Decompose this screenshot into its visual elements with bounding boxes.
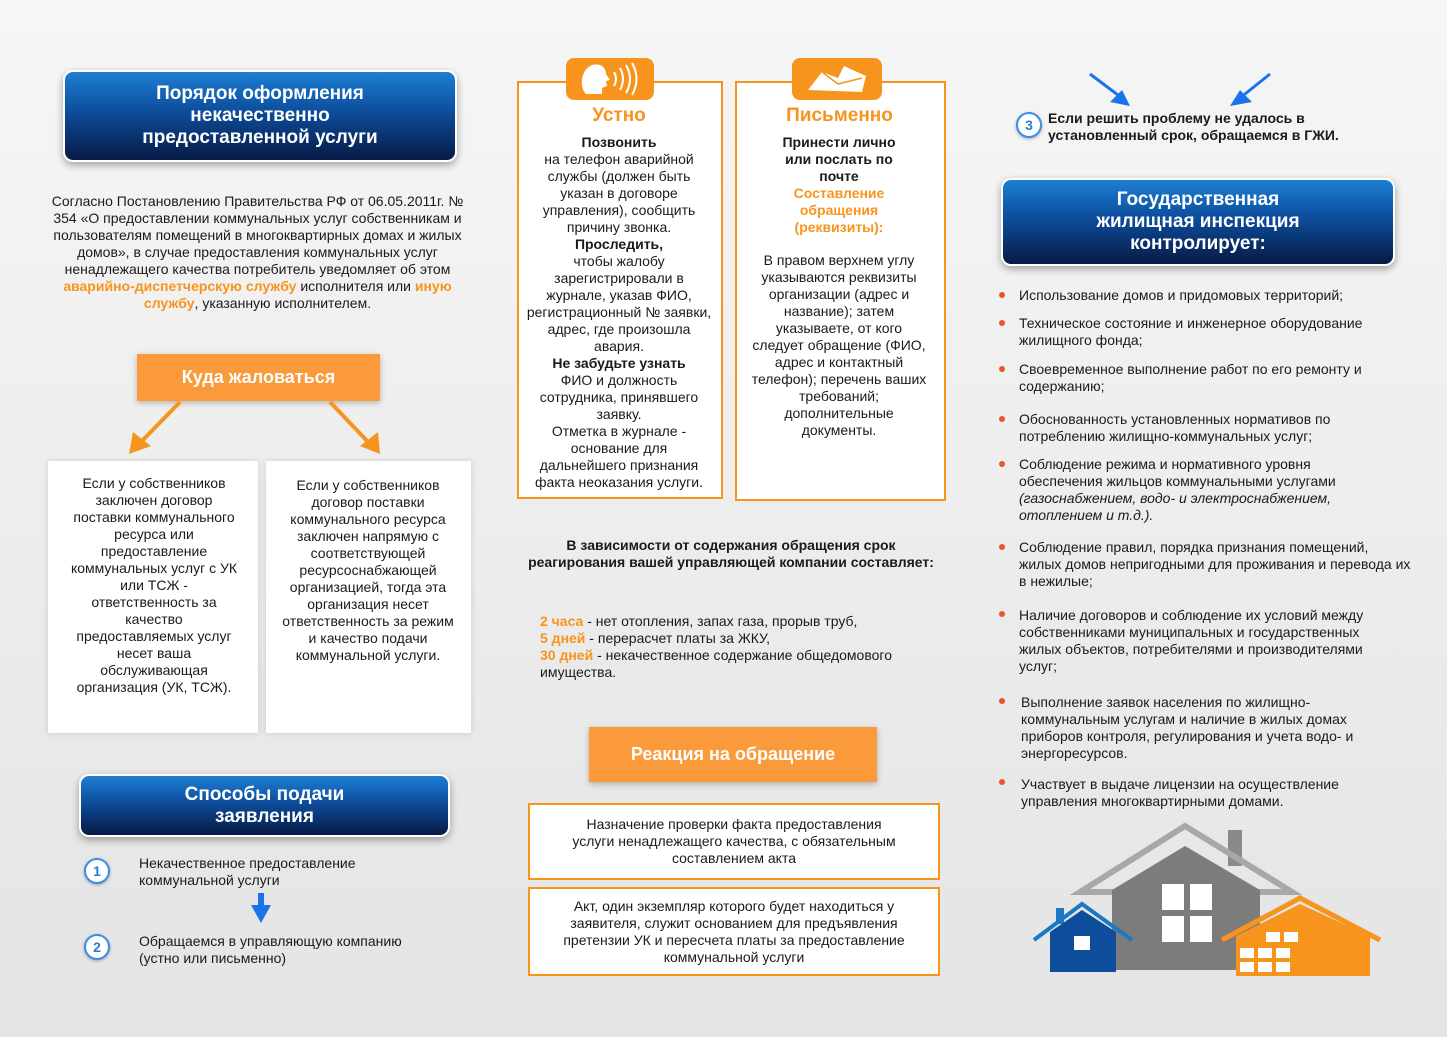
step-3-text: Если решить проблему не удалось в установленный срок, обращаемся в ГЖИ. [1048, 110, 1339, 143]
inspection-item-1: Использование домов и придомовых территорий; [1019, 287, 1344, 303]
oral-text [526, 134, 712, 491]
deadline-item-2 [540, 630, 940, 647]
step-1-number: 1 [93, 863, 101, 879]
step-2-number: 2 [93, 939, 101, 955]
inspection-item-7: Наличие договоров и соблюдение их условий между собственниками муниципальных и государственных жилых объектов, потребителями и производителями услуг; [1019, 607, 1364, 674]
arrow-to-step3-left-icon [1086, 70, 1136, 110]
bullet-6 [999, 544, 1005, 550]
speaking-head-icon [566, 58, 654, 100]
bullet-7 [999, 611, 1005, 617]
intro-text [45, 193, 470, 312]
inspection-header-title: Государственная жилищная инспекция контролирует: [1096, 189, 1300, 254]
reaction-box-1 [528, 803, 940, 880]
reaction-box-1-text: Назначение проверки факта предоставления услуги ненадлежащего качества, с обязательным составлением акта [572, 816, 896, 866]
step-2-text: Обращаемся в управляющую компанию (устно или письменно) [139, 933, 402, 966]
order-header-title: Порядок оформления некачественно предоставленной услуги [142, 83, 378, 148]
responsibility-box-direct-text: Если у собственников договор поставки коммунального ресурса заключен напрямую с соответствующей ресурсоснабжающей организацией, тогда эта организация несет ответственность за режим и качество подачи коммунальной услуги. [282, 477, 454, 663]
reaction-header [589, 727, 877, 782]
deadline-text-1: - нет отопления, запах газа, прорыв труб, [583, 613, 858, 629]
reaction-header-title: Реакция на обращение [630, 744, 836, 764]
deadline-item-1 [540, 613, 940, 630]
written-compose-highlight: Составление обращения (реквизиты): [793, 185, 885, 235]
oral-remember-text: ФИО и должность сотрудника, принявшего заявку. [539, 372, 699, 422]
bullet-8 [999, 698, 1005, 704]
step-3-number: 3 [1025, 117, 1033, 133]
oral-title: Устно [592, 105, 646, 126]
reaction-box-2 [528, 887, 940, 976]
bullet-3 [999, 366, 1005, 372]
written-bring-bold: Принести лично или послать по почте [782, 134, 896, 184]
step-1-text: Некачественное предоставление коммунальной услуги [139, 855, 356, 888]
written-text [745, 134, 933, 439]
inspection-item-2: Техническое состояние и инженерное оборудование жилищного фонда; [1019, 315, 1363, 348]
bullet-5 [999, 461, 1005, 467]
responsibility-box-uk [48, 461, 258, 733]
oral-journal-text: Отметка в журнале - основание для дальнейшего признания факта неоказания услуги. [535, 423, 703, 490]
bullet-4 [999, 416, 1005, 422]
step-2-badge [84, 934, 110, 960]
intro-highlight-other: иную службу [143, 278, 452, 311]
oral-track-bold: Проследить, [574, 236, 664, 252]
inspection-item-5-italic: (газоснабжением, водо- и электроснабжением, отоплением и т.д.). [1019, 490, 1332, 523]
intro-part2: исполнителя или [296, 278, 415, 294]
oral-track-text: чтобы жалобу зарегистрировали в журнале, указав ФИО, регистрационный № заявки, адрес, где произошла авария. [526, 253, 712, 354]
where-header-title: Куда жаловаться [181, 367, 336, 387]
bullet-2 [999, 320, 1005, 326]
written-details-text: В правом верхнем углу указываются реквизиты организации (адрес и название); затем указываете, от кого следует обращение (ФИО, адрес и контактный телефон); перечень ваших требований; дополнительные документы. [751, 252, 927, 438]
deadline-term-3: 30 дней [540, 647, 594, 663]
oral-call-bold: Позвонить [581, 134, 657, 150]
bullet-1 [999, 292, 1005, 298]
inspection-item-5 [1019, 456, 1394, 524]
inspection-item-6: Соблюдение правил, порядка признания помещений, жилых домов непригодными для проживания и перевода их в нежилые; [1019, 539, 1411, 589]
responsibility-box-direct [266, 461, 471, 733]
arrow-down-icon [249, 893, 273, 925]
deadline-text-2: - перерасчет платы за ЖКУ, [585, 630, 770, 646]
reaction-box-2-text: Акт, один экземпляр которого будет находиться у заявителя, служит основанием для предъявления претензии УК и пересчета платы за предоставление коммунальной услуги [563, 897, 905, 965]
arrow-to-step3-right-icon [1226, 70, 1276, 110]
inspection-item-8: Выполнение заявок населения по жилищно-коммунальным услугам и наличие в жилых домах приборов контроля, регулирования и учета водо- и энергоресурсов. [1021, 694, 1354, 761]
oral-call-text: на телефон аварийной службы (должен быть указан в договоре управления), сообщить причину звонка. [542, 151, 696, 235]
intro-highlight-emergency: аварийно-диспетчерскую службу [63, 278, 297, 294]
where-header [137, 354, 380, 401]
step-1-badge [84, 858, 110, 884]
arrow-left-icon [125, 398, 190, 458]
written-title: Письменно [786, 105, 893, 126]
envelope-icon [792, 58, 882, 100]
inspection-item-4: Обоснованность установленных нормативов по потреблению жилищно-коммунальных услуг; [1019, 411, 1331, 444]
deadline-list [540, 613, 940, 681]
methods-header [79, 774, 450, 837]
methods-header-title: Способы подачи заявления [184, 783, 345, 827]
inspection-item-3: Своевременное выполнение работ по его ремонту и содержанию; [1019, 361, 1362, 394]
intro-part3: , указанную исполнителем. [194, 295, 372, 311]
inspection-item-9: Участвует в выдаче лицензии на осуществление управления многоквартирными домами. [1021, 776, 1339, 809]
intro-part1: Согласно Постановлению Правительства РФ от 06.05.2011г. № 354 «О предоставлении коммунальных услуг собственникам и пользователям помещений в многоквартирных домах и жилых домов», в случае предоставления коммунальных услуг ненадлежащего качества потребитель уведомляет об этом [51, 193, 464, 277]
deadline-term-1: 2 часа [540, 613, 584, 629]
oral-icon-tab [566, 58, 654, 100]
deadline-term-2: 5 дней [540, 630, 586, 646]
deadline-text-3: - некачественное содержание общедомового имущества. [540, 647, 892, 680]
inspection-header [1001, 178, 1395, 266]
oral-remember-bold: Не забудьте узнать [552, 355, 686, 371]
bullet-9 [999, 779, 1005, 785]
arrow-right-icon [322, 398, 387, 458]
order-header [63, 70, 457, 162]
responsibility-box-uk-text: Если у собственников заключен договор поставки коммунального ресурса или предоставление коммунальных услуг с УК или ТСЖ - ответственность за качество предоставляемых услуг несет ваша обслуживающая организация (УК, ТСЖ). [70, 475, 238, 695]
written-icon-tab [792, 58, 882, 100]
deadline-item-3 [540, 647, 940, 681]
step-3-badge [1016, 112, 1042, 138]
inspection-item-5-text: Соблюдение режима и нормативного уровня обеспечения жильцов коммунальными услугами [1019, 456, 1336, 489]
deadline-title: В зависимости от содержания обращения срок реагирования вашей управляющей компании составляет: [528, 537, 934, 570]
houses-illustration [1030, 820, 1390, 980]
